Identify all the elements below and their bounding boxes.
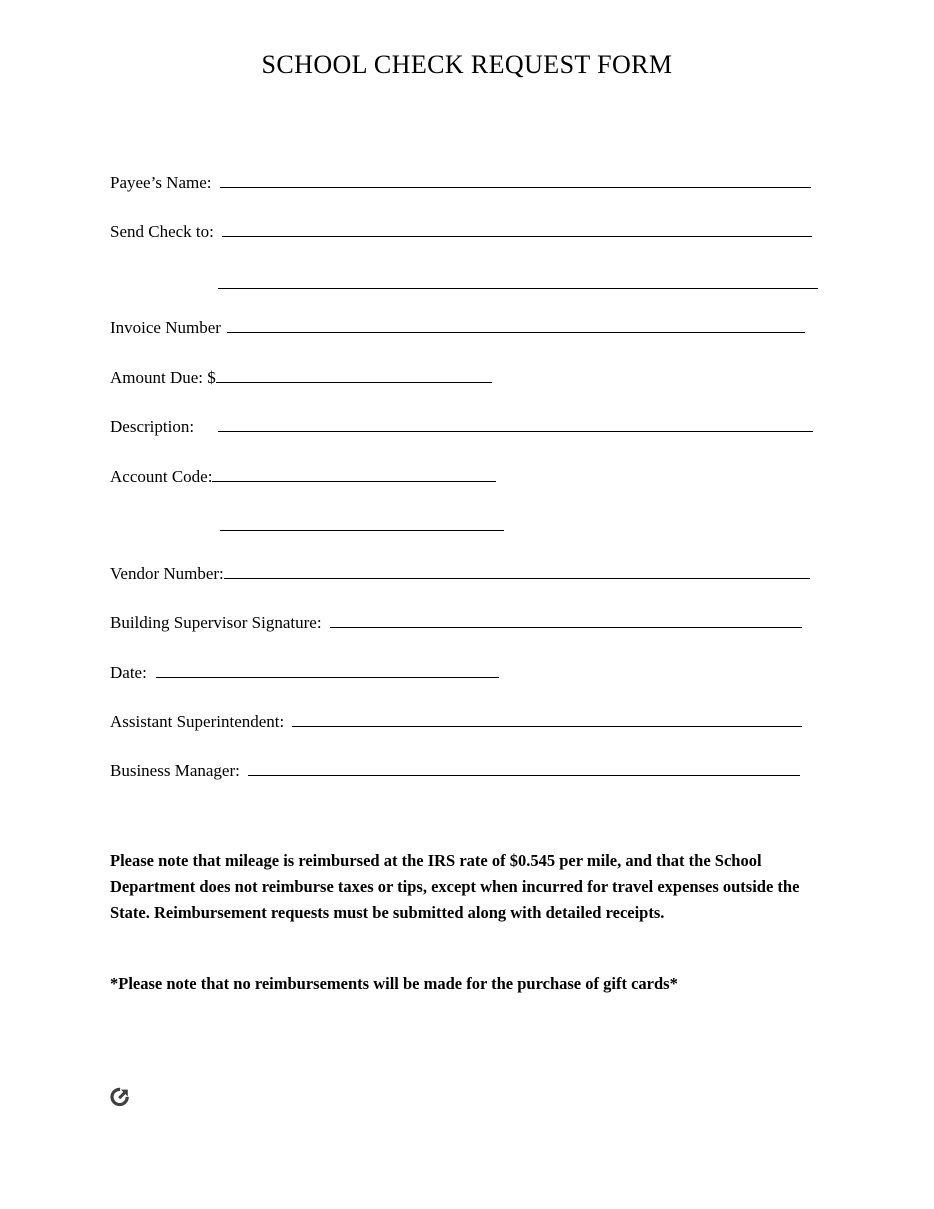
field-account-code — [110, 464, 496, 488]
external-link-circle-icon[interactable] — [107, 1084, 133, 1110]
field-label-account-code: Account Code: — [110, 467, 213, 486]
field-business-manager — [110, 758, 800, 782]
page-title: SCHOOL CHECK REQUEST FORM — [261, 50, 673, 79]
mileage-policy-note: Please note that mileage is reimbursed at the IRS rate of $0.545 per mile, and that the School Department does not reimburse taxes or tips, except when incurred for travel expenses outside the State. Reimbursement requests must be submitted along with detailed receipts. — [110, 851, 800, 922]
send-check-to-input-line[interactable] — [222, 219, 812, 237]
date-input-line[interactable] — [156, 660, 499, 678]
account-code-input-line[interactable] — [212, 464, 496, 482]
field-label-invoice-number: Invoice Number — [110, 318, 221, 337]
field-label-assistant-superintendent: Assistant Superintendent: — [110, 712, 285, 731]
field-label-payees-name: Payee’s Name: — [110, 173, 212, 192]
description-input-line[interactable] — [218, 414, 813, 432]
field-label-send-check-to: Send Check to: — [110, 222, 214, 241]
invoice-number-input-line[interactable] — [227, 315, 805, 333]
field-description — [110, 414, 813, 438]
business-manager-input-line[interactable] — [248, 758, 800, 776]
field-label-vendor-number: Vendor Number: — [110, 564, 224, 583]
field-vendor-number — [110, 561, 810, 585]
building-supervisor-signature-input-line[interactable] — [330, 610, 802, 628]
field-label-amount-due: Amount Due: $ — [110, 368, 216, 387]
field-send-check-to — [110, 219, 812, 243]
field-invoice-number — [110, 315, 805, 339]
assistant-superintendent-input-line[interactable] — [292, 709, 802, 727]
field-label-date: Date: — [110, 663, 147, 682]
field-label-building-supervisor-signature: Building Supervisor Signature: — [110, 613, 322, 632]
field-date — [110, 660, 499, 684]
send-check-to-input-line-2[interactable] — [218, 288, 818, 289]
account-code-input-line-2[interactable] — [220, 530, 504, 531]
send-check-to-continuation-row — [218, 288, 818, 312]
field-label-description: Description: — [110, 417, 195, 436]
gift-cards-policy-note: *Please note that no reimbursements will be made for the purchase of gift cards* — [110, 974, 678, 993]
field-amount-due — [110, 365, 492, 389]
account-code-continuation-row — [220, 530, 504, 554]
field-label-business-manager: Business Manager: — [110, 761, 240, 780]
field-payees-name — [110, 170, 811, 194]
field-assistant-superintendent — [110, 709, 802, 733]
vendor-number-input-line[interactable] — [224, 561, 810, 579]
field-building-supervisor-signature — [110, 610, 802, 634]
payees-name-input-line[interactable] — [220, 170, 811, 188]
amount-due-input-line[interactable] — [216, 365, 492, 383]
